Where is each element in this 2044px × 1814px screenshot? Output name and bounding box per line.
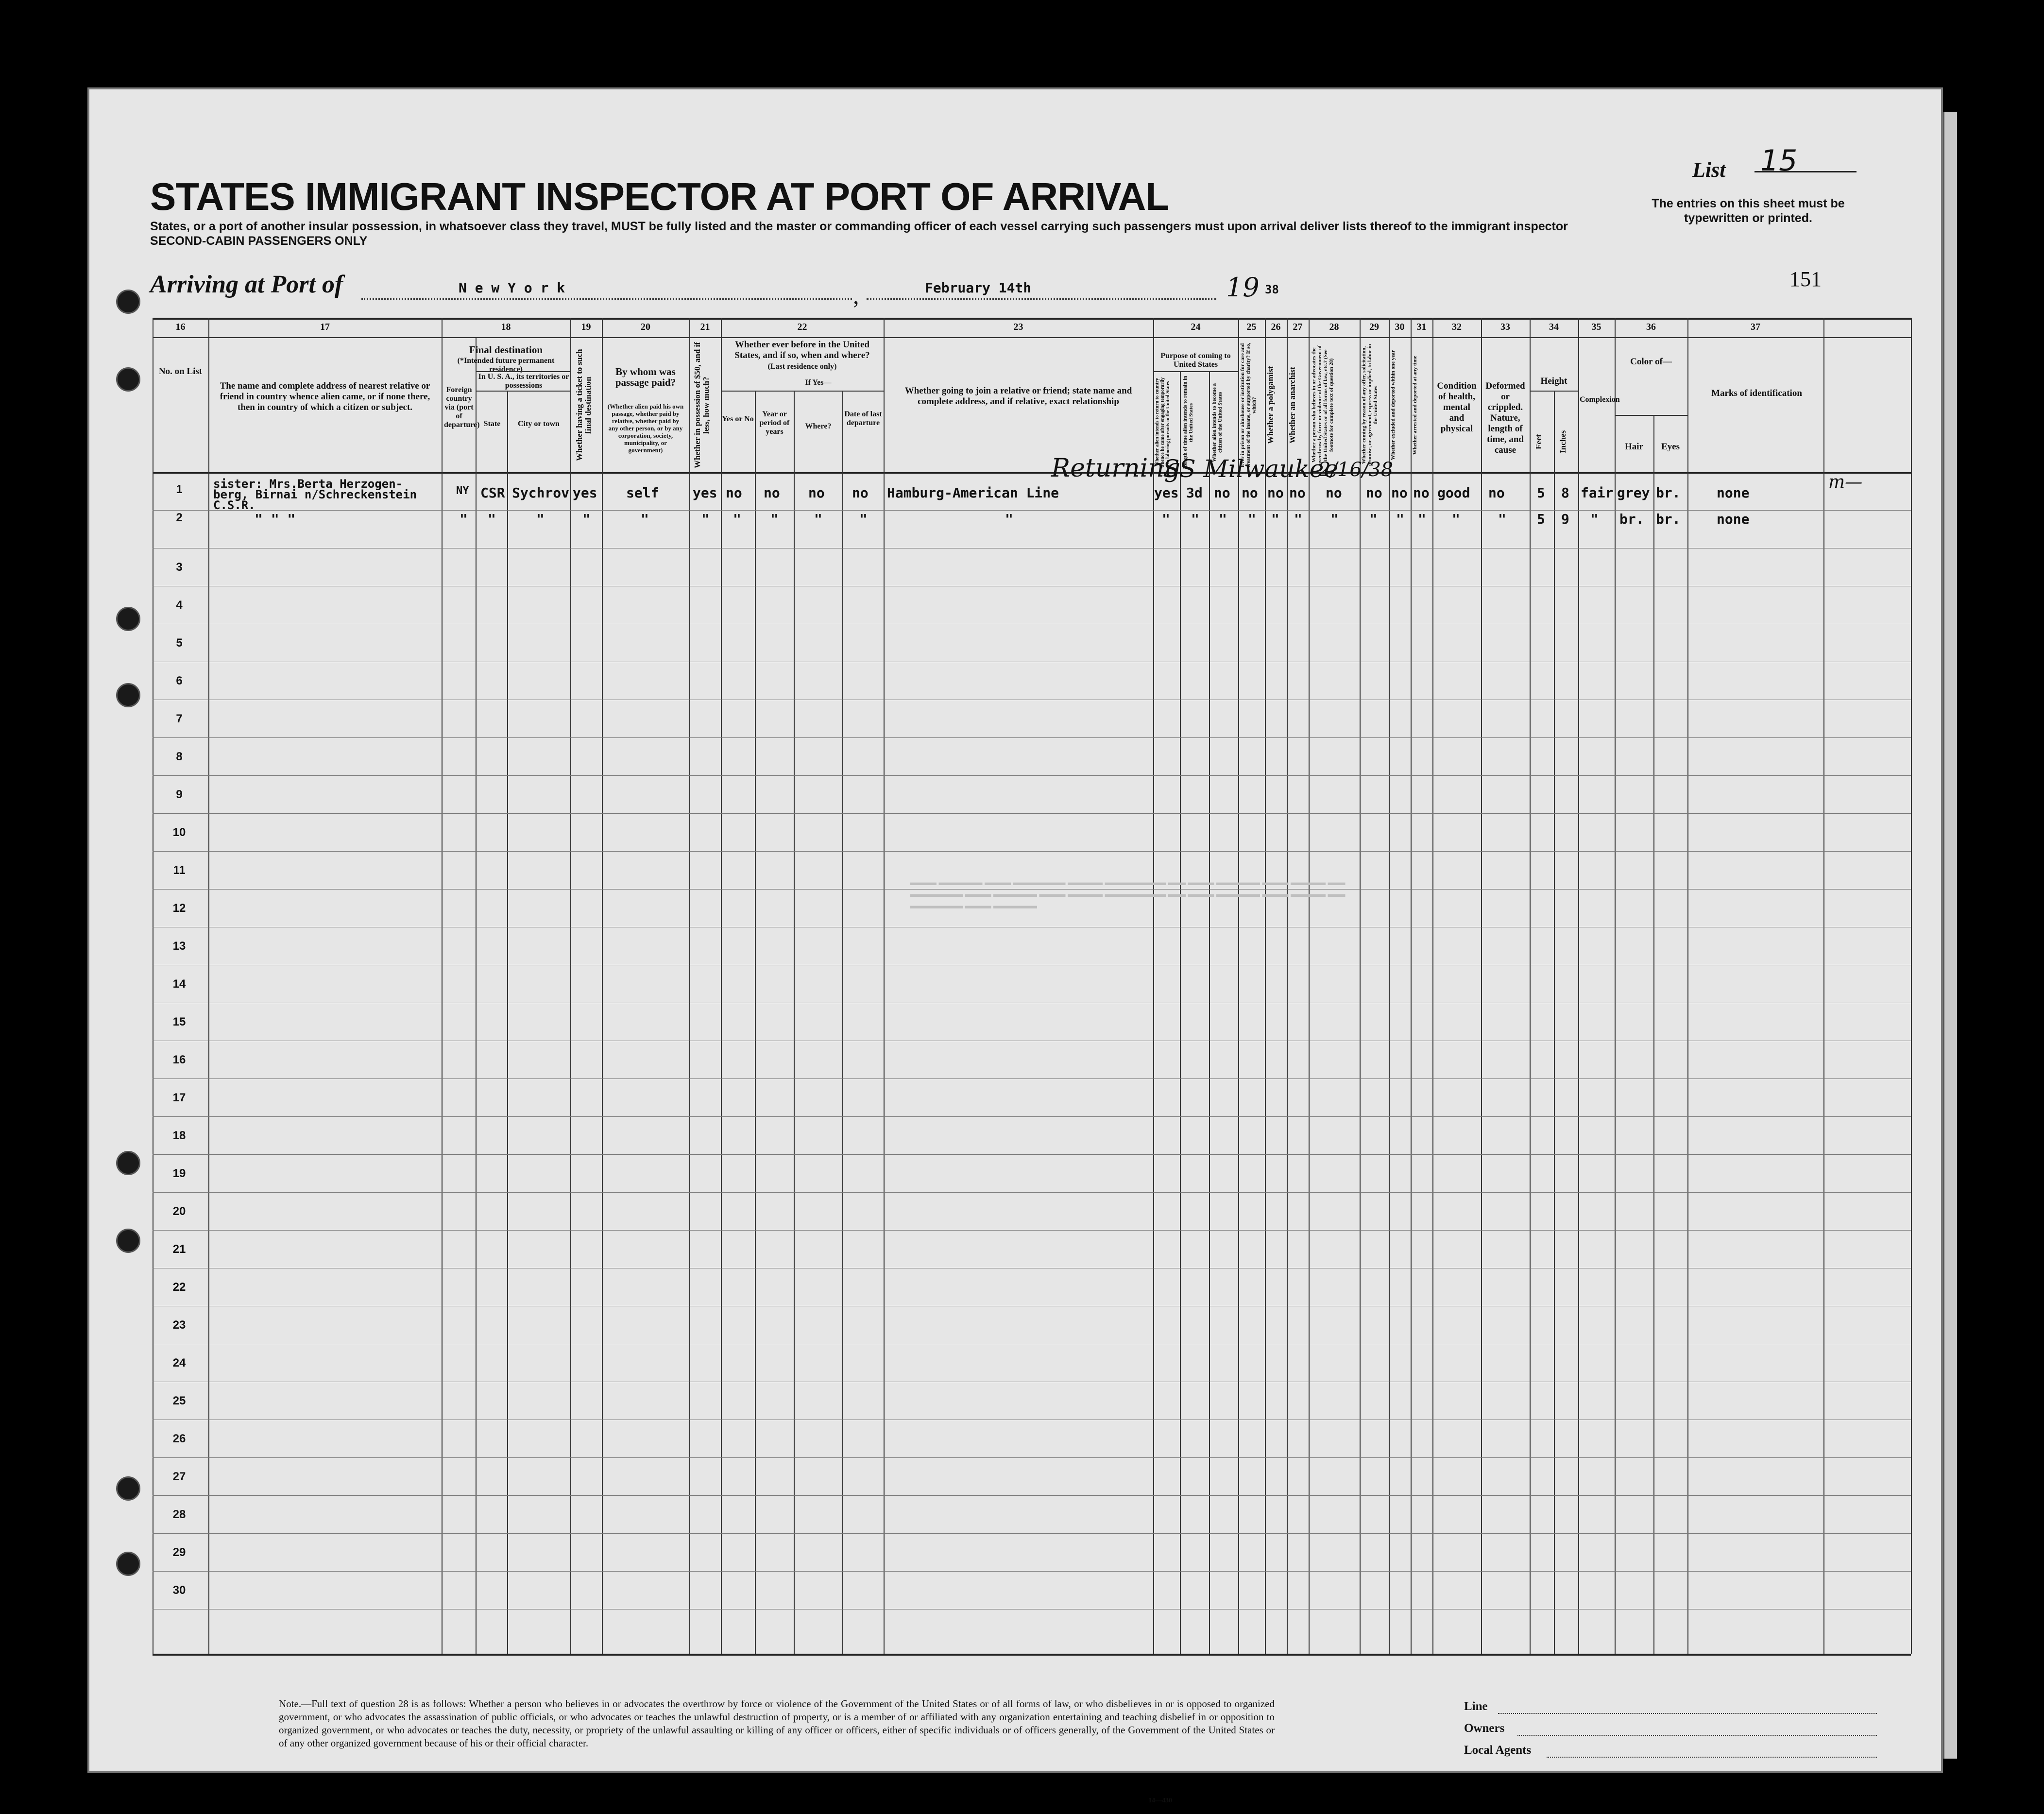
- cell-return-intent: ": [1162, 511, 1170, 527]
- cell-ticket: ": [582, 511, 591, 527]
- cell-anarchist: ": [1294, 511, 1302, 527]
- row-number: 25: [172, 1394, 186, 1407]
- cell-length-stay: ": [1191, 511, 1199, 527]
- cell-offer-labor: ": [1369, 511, 1378, 527]
- column-number: 18: [501, 322, 511, 332]
- cell-before-yes-no: no: [726, 485, 742, 501]
- cell-relative: " " ": [255, 511, 296, 527]
- row-number: 6: [176, 674, 183, 687]
- cell-joining: ": [1005, 511, 1013, 527]
- row-number: 13: [172, 940, 186, 953]
- column-divider: [1411, 318, 1412, 1654]
- cell-money: ": [701, 511, 710, 527]
- cell-polygamist: ": [1271, 511, 1279, 527]
- subheader-divider: [1615, 415, 1687, 416]
- cell-citizen-intent: ": [1219, 511, 1227, 527]
- column-divider: [1554, 391, 1555, 1654]
- header-offer-labor: Whether coming by reason of any offer, solicitation, promise, or agreement, express or implied, to labor in the United States: [1361, 344, 1379, 466]
- header-final-destination: Final destination: [469, 344, 543, 356]
- column-divider: [1389, 318, 1390, 1654]
- cell-citizen-intent: no: [1214, 485, 1230, 501]
- cell-before-yes-no: ": [733, 511, 741, 527]
- header-money: Whether in possession of $50, and if less, how much?: [693, 342, 711, 468]
- cell-before-years: ": [770, 511, 779, 527]
- footer-note: Note.—Full text of question 28 is as follows: Whether a person who believes in or advocates the overthrow by force or violence of the Government of the United States or of all forms of law, or who disbelieves in or is opposed to organized government, or who advocates the assassination of public officials, or who advocates or teaches the unlawful destruction of property, or is a member of or affiliated with any organization entertaining and teaching disbelief in or opposition to organized government, or who advocates or teaches the duty, necessity, or propriety of the unlawful assaulting or killing of any officer or officers, either of specific individuals or of officers generally, of the Government of the United States or of any other organized government because of his or their official character.: [279, 1698, 1275, 1749]
- column-number: 17: [320, 322, 330, 332]
- header-purpose: Purpose of coming to United States: [1160, 352, 1231, 369]
- column-number: 36: [1646, 322, 1656, 332]
- cell-height-feet: 5: [1537, 511, 1545, 527]
- manifest-sheet: [87, 87, 1943, 1804]
- cell-excluded: no: [1391, 485, 1408, 501]
- date-line: [867, 298, 1216, 300]
- cell-paid-by: self: [626, 485, 659, 501]
- row-number: 4: [176, 599, 183, 612]
- column-divider: [1309, 318, 1310, 1654]
- row-number: 17: [172, 1091, 186, 1104]
- column-divider: [602, 318, 603, 1654]
- cell-city: ": [536, 511, 545, 527]
- column-divider: [842, 391, 843, 1654]
- row-number: 16: [172, 1053, 186, 1066]
- manifest-table: [153, 318, 1911, 1654]
- header-joining: Whether going to join a relative or friend; state name and complete address, and if relative, exact relationship: [904, 386, 1132, 407]
- row-line: [153, 510, 1911, 511]
- column-divider: [755, 391, 756, 1654]
- row-number: 29: [172, 1546, 186, 1559]
- row-line: [153, 851, 1911, 852]
- column-number: 33: [1500, 322, 1510, 332]
- row-number: 18: [172, 1129, 186, 1142]
- cell-paid-by: ": [641, 511, 649, 527]
- header-before-in-us-sub: (Last residence only): [767, 362, 837, 371]
- binder-hole: [116, 1476, 140, 1501]
- subheader-divider: [476, 371, 570, 372]
- column-number: 26: [1271, 322, 1281, 332]
- column-divider: [1687, 318, 1688, 1654]
- cell-complexion: fair: [1581, 485, 1614, 501]
- header-citizen-intent: Whether alien intends to become a citizen of the United States: [1211, 383, 1223, 462]
- header-note: States, or a port of another insular possession, in whatsoever class they travel, MUST be fully listed and the master or commanding officer of each vessel carrying such passengers must upon arrival deliver lists thereof to the immigrant inspector: [150, 220, 1568, 233]
- cell-before-departure: ": [859, 511, 868, 527]
- subheader-divider: [476, 391, 570, 392]
- column-divider: [476, 337, 477, 1654]
- cell-question-28: no: [1326, 485, 1342, 501]
- line-label: Line: [1464, 1700, 1488, 1713]
- column-number: 24: [1191, 322, 1201, 332]
- header-length-stay: Length of time alien intends to remain in the United States: [1182, 376, 1194, 469]
- row-line: [153, 1533, 1911, 1534]
- cell-arrested: no: [1413, 485, 1430, 501]
- header-color: Color of—: [1630, 357, 1672, 367]
- row-number: 21: [172, 1243, 186, 1256]
- cell-before-departure: no: [852, 485, 869, 501]
- cell-before-where: no: [808, 485, 825, 501]
- header-in-usa: In U. S. A., its territories or possessions: [478, 373, 569, 390]
- cell-eyes: br.: [1656, 485, 1681, 501]
- cell-complexion: ": [1590, 511, 1599, 527]
- cell-height-inches: 9: [1561, 511, 1569, 527]
- annotation-marks: m—: [1828, 472, 1863, 492]
- cell-health: good: [1437, 485, 1470, 501]
- header-bottom-border: [153, 472, 1911, 474]
- sheet-number: 151: [1789, 267, 1822, 291]
- cell-hair: br.: [1619, 511, 1644, 527]
- list-label: List: [1692, 158, 1726, 182]
- header-hair: Hair: [1625, 442, 1643, 452]
- column-divider: [1653, 415, 1654, 1654]
- cell-excluded: ": [1396, 511, 1404, 527]
- cell-ticket: yes: [573, 485, 597, 501]
- header-if-yes: If Yes—: [805, 378, 832, 387]
- header-deformed: Deformed or crippled. Nature, length of time, and cause: [1485, 381, 1525, 455]
- row-line: [153, 1457, 1911, 1458]
- header-polygamist: Whether a polygamist: [1266, 366, 1275, 445]
- header-last-departure: Date of last departure: [844, 410, 882, 427]
- row-number: 12: [172, 902, 186, 915]
- row-line: [153, 1571, 1911, 1572]
- header-prison: Ever in prison or almshouse or institution for care and treatment of the insane, or supported by charity? If so, which?: [1240, 342, 1257, 468]
- header-complexion: Complexion: [1580, 395, 1620, 404]
- cell-state: CSR: [480, 485, 505, 501]
- column-number: 37: [1751, 322, 1760, 332]
- page-edge: [1943, 112, 1957, 1759]
- cell-offer-labor: no: [1366, 485, 1382, 501]
- cell-return-intent: yes: [1154, 485, 1179, 501]
- header-excluded: Whether excluded and deported within one year: [1390, 350, 1396, 461]
- form-number: 14—430: [1148, 1797, 1172, 1804]
- column-number: 23: [1013, 322, 1023, 332]
- cell-money: yes: [693, 485, 717, 501]
- row-number: 1: [176, 483, 183, 496]
- header-question-28: Whether a person who believes in or advocates the overthrow by force or violence of the Government of the United States or of all forms of law, etc.? (See footnote for complete text of question 28): [1311, 345, 1334, 465]
- header-note-class: SECOND-CABIN PASSENGERS ONLY: [150, 234, 368, 248]
- column-number: 19: [581, 322, 591, 332]
- column-divider: [1578, 318, 1579, 1654]
- line-field: [1498, 1713, 1877, 1714]
- header-state: State: [483, 420, 501, 428]
- column-divider: [1432, 318, 1433, 1654]
- row-number: 7: [176, 712, 183, 725]
- column-divider: [1360, 318, 1361, 1654]
- column-number: 16: [175, 322, 186, 332]
- row-line: [153, 1192, 1911, 1193]
- column-divider: [1911, 318, 1912, 1654]
- cell-length-stay: 3d: [1186, 485, 1203, 501]
- cell-height-inches: 8: [1561, 485, 1569, 501]
- row-line: [153, 1230, 1911, 1231]
- header-passage-paid-sub: (Whether alien paid his own passage, whether paid by relative, whether paid by any other person, or by any corporation, society, municipality, or government): [607, 403, 684, 454]
- column-number: 20: [641, 322, 650, 332]
- row-number: 2: [176, 511, 183, 524]
- cell-marks: none: [1717, 511, 1750, 527]
- cell-relative: berg, Birnai n/Schreckenstein: [213, 488, 417, 501]
- cell-joining: Hamburg-American Line: [887, 485, 1059, 501]
- header-final-destination-sub: (*Intended future permanent residence): [457, 357, 555, 374]
- binder-hole: [116, 367, 140, 392]
- year-prefix: 19: [1226, 272, 1260, 303]
- column-divider: [1287, 318, 1288, 1654]
- header-height: Height: [1540, 376, 1567, 386]
- column-divider: [570, 318, 571, 1654]
- arriving-label: Arriving at Port of: [150, 271, 343, 298]
- row-line: [153, 1116, 1911, 1117]
- cell-eyes: br.: [1656, 511, 1681, 527]
- binder-hole: [116, 683, 140, 707]
- header-before-in-us: Whether ever before in the United States, and if so, when and where?: [734, 340, 870, 360]
- annotation-returning: Returning: [1051, 454, 1181, 483]
- column-number: 27: [1293, 322, 1303, 332]
- header-feet: Feet: [1534, 434, 1543, 449]
- header-health: Condition of health, mental and physical: [1437, 381, 1477, 434]
- cell-foreign-country: NY: [456, 485, 469, 497]
- cell-health: ": [1452, 511, 1460, 527]
- row-number: 26: [172, 1432, 186, 1445]
- column-number: 21: [700, 322, 710, 332]
- cell-before-where: ": [814, 511, 822, 527]
- year-suffix: 38: [1265, 283, 1279, 296]
- column-divider: [1481, 318, 1482, 1654]
- owners-field: [1517, 1735, 1877, 1736]
- cell-anarchist: no: [1289, 485, 1306, 501]
- port-line: [361, 298, 852, 300]
- cell-prison: no: [1242, 485, 1258, 501]
- comma-mark: ,: [853, 282, 859, 309]
- row-number: 10: [172, 826, 186, 839]
- column-divider: [507, 391, 508, 1654]
- row-line: [153, 737, 1911, 738]
- row-number: 3: [176, 561, 183, 574]
- header-eyes: Eyes: [1661, 442, 1680, 452]
- header-city: City or town: [518, 420, 560, 428]
- column-divider: [884, 318, 885, 1654]
- header-ticket: Whether having a ticket to such final destination: [575, 349, 593, 462]
- row-number: 30: [172, 1584, 186, 1597]
- column-divider: [1238, 318, 1239, 1654]
- binder-hole: [116, 290, 140, 314]
- column-number: 31: [1416, 322, 1427, 332]
- cell-city: Sychrov: [512, 485, 570, 501]
- header-arrested: Whether arrested and deported at any time: [1412, 356, 1418, 455]
- list-number: 15: [1760, 144, 1798, 178]
- binder-hole: [116, 1151, 140, 1175]
- column-divider: [1180, 371, 1181, 1654]
- row-line: [153, 1078, 1911, 1079]
- local-agents-label: Local Agents: [1464, 1744, 1532, 1757]
- row-number: 5: [176, 636, 183, 650]
- column-number: 32: [1452, 322, 1462, 332]
- column-divider: [689, 318, 690, 1654]
- cell-relative: C.S.R.: [213, 498, 256, 512]
- row-number: 24: [172, 1356, 186, 1369]
- binder-hole: [116, 1229, 140, 1253]
- column-divider: [1530, 318, 1531, 1654]
- table-bottom-border: [153, 1654, 1911, 1656]
- column-number: 30: [1395, 322, 1405, 332]
- annotation-vessel: SS Milwaukee: [1163, 455, 1338, 483]
- column-number: 25: [1246, 322, 1257, 332]
- annotation-date: 2/16/38: [1318, 459, 1394, 481]
- cell-prison: ": [1248, 511, 1256, 527]
- column-divider: [1265, 318, 1266, 1654]
- header-years: Year or period of years: [759, 410, 790, 436]
- row-number: 27: [172, 1470, 186, 1483]
- column-divider: [1615, 318, 1616, 1654]
- cell-polygamist: no: [1267, 485, 1284, 501]
- cell-height-feet: 5: [1537, 485, 1545, 501]
- row-line: [153, 1154, 1911, 1155]
- row-number: 22: [172, 1281, 186, 1294]
- row-line: [153, 1495, 1911, 1496]
- header-foreign-country: Foreign country via (port of departure): [444, 386, 480, 429]
- column-number-divider: [153, 337, 1911, 338]
- subheader-divider: [721, 391, 884, 392]
- header-inches: Inches: [1558, 430, 1567, 453]
- row-number: 8: [176, 750, 183, 763]
- column-number: 22: [797, 322, 807, 332]
- table-top-border: [153, 318, 1911, 320]
- cell-deformed: no: [1488, 485, 1505, 501]
- cell-hair: grey: [1617, 485, 1650, 501]
- row-number: 20: [172, 1205, 186, 1218]
- binder-hole: [116, 1552, 140, 1576]
- header-no-on-list: No. on List: [158, 366, 203, 376]
- header-anarchist: Whether an anarchist: [1288, 366, 1297, 444]
- header-relative: The name and complete address of nearest relative or friend in country whence alien came, or if none there, then in country of which a citizen or subject.: [220, 381, 430, 412]
- column-number: 28: [1329, 322, 1339, 332]
- row-number: 9: [176, 788, 183, 801]
- cell-state: ": [488, 511, 496, 527]
- cell-before-years: no: [764, 485, 780, 501]
- cell-relative: sister: Mrs.Berta Herzogen-: [213, 477, 403, 491]
- column-number: 34: [1549, 322, 1559, 332]
- cell-foreign-country: ": [460, 511, 468, 527]
- header-marks: Marks of identification: [1711, 388, 1802, 398]
- row-number: 28: [172, 1508, 186, 1521]
- column-divider: [794, 391, 795, 1654]
- list-note: The entries on this sheet must be typewritten or printed.: [1652, 197, 1845, 225]
- column-number: 29: [1369, 322, 1379, 332]
- cell-arrested: ": [1418, 511, 1426, 527]
- column-divider: [721, 318, 722, 1654]
- row-line: [153, 775, 1911, 776]
- page-title: STATES IMMIGRANT INSPECTOR AT PORT OF ARRIVAL: [150, 175, 1169, 218]
- date-value: February 14th: [925, 280, 1032, 296]
- row-number: 15: [172, 1015, 186, 1028]
- subheader-divider: [1153, 371, 1238, 372]
- bleed-through-text: ▬▬▬ ▬▬▬▬▬ ▬▬▬ ▬▬▬▬▬▬ ▬▬▬▬ ▬▬▬▬▬▬▬ ▬▬ ▬▬▬ ▬▬▬▬▬ ▬▬▬ ▬▬▬▬ ▬▬ ▬▬▬▬▬▬ ▬▬▬ ▬▬▬▬▬ ▬▬▬ ▬▬▬▬ ▬▬▬▬▬▬▬ ▬▬ ▬▬▬ ▬▬▬▬▬ ▬▬▬ ▬▬▬▬ ▬▬ ▬▬▬▬▬▬ ▬▬▬ ▬▬▬▬▬: [910, 877, 1346, 910]
- binder-hole: [116, 607, 140, 631]
- row-number: 11: [173, 864, 186, 877]
- row-number: 19: [172, 1167, 186, 1180]
- cell-deformed: ": [1498, 511, 1506, 527]
- header-return-intent: Whether alien intends to return to country whence he came after engaging temporarily in laboring pursuits in the United States: [1155, 377, 1171, 468]
- cell-marks: none: [1717, 485, 1750, 501]
- column-number: 35: [1591, 322, 1601, 332]
- column-divider: [1209, 371, 1210, 1654]
- header-yes-no: Yes or No: [722, 415, 754, 423]
- column-divider: [1153, 318, 1154, 1654]
- row-number: 14: [172, 977, 186, 991]
- header-passage-paid: By whom was passage paid?: [615, 366, 676, 388]
- owners-label: Owners: [1464, 1722, 1505, 1735]
- row-line: [153, 813, 1911, 814]
- column-divider: [208, 318, 209, 1654]
- header-where: Where?: [805, 422, 832, 430]
- cell-question-28: ": [1330, 511, 1339, 527]
- subheader-divider: [1530, 391, 1578, 392]
- column-divider: [442, 318, 443, 1654]
- local-agents-field: [1547, 1757, 1877, 1758]
- column-divider: [1823, 318, 1824, 1654]
- row-number: 23: [172, 1318, 186, 1332]
- port-value: N e w Y o r k: [459, 280, 565, 296]
